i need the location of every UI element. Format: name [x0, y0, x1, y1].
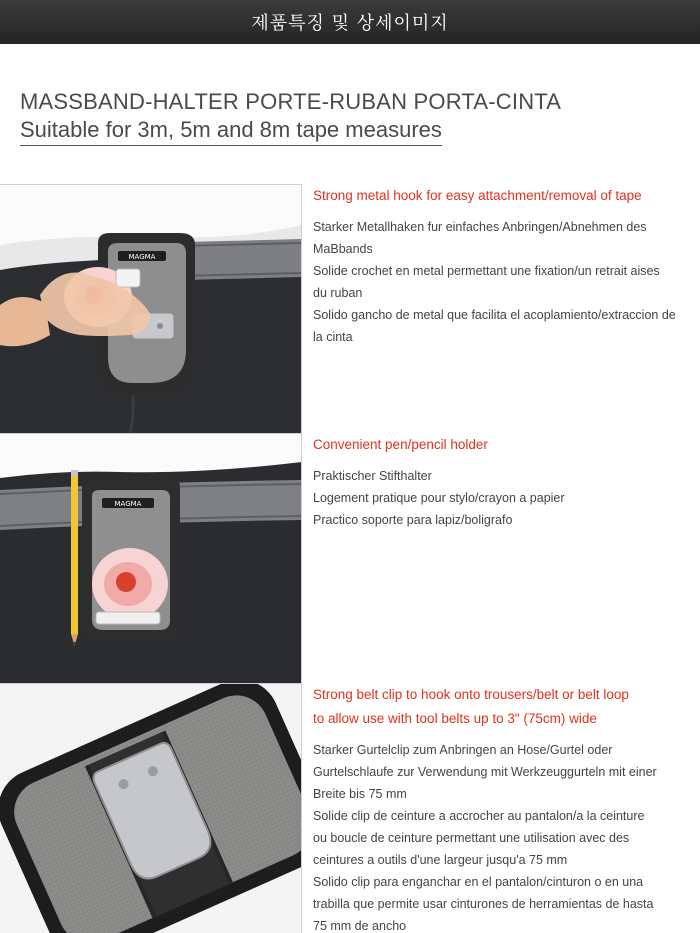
description-line: Solide crochet en metal permettant une fixation/un retrait aises: [313, 264, 660, 278]
description-line: trabilla que permite usar cinturones de herramientas de hasta: [313, 897, 654, 911]
photo-metal-hook-illustration: [0, 185, 302, 435]
photo-belt-clip-illustration: [0, 684, 302, 933]
feature-description: [313, 739, 683, 933]
feature-title-line: Convenient pen/pencil holder: [313, 437, 488, 452]
description-line: Breite bis 75 mm: [313, 787, 407, 801]
description-line: Praktischer Stifthalter: [313, 469, 432, 483]
feature-description: [313, 465, 683, 531]
header-title: 제품특징 및 상세이미지: [251, 13, 449, 34]
magma-logo: MAGMA: [114, 500, 142, 508]
description-line: la cinta: [313, 330, 353, 344]
photo-belt-clip: [0, 683, 302, 933]
feature-title-line: Strong metal hook for easy attachment/removal of tape: [313, 188, 642, 203]
description-line: Starker Metallhaken fur einfaches Anbringen/Abnehmen des: [313, 220, 647, 234]
description-line: Solido gancho de metal que facilita el acoplamiento/extraccion de: [313, 308, 676, 322]
feature-section-belt-clip: [0, 683, 700, 933]
feature-text-belt-clip: [313, 683, 683, 933]
description-line: Solide clip de ceinture a accrocher au pantalon/a la ceinture: [313, 809, 645, 823]
description-line: ou boucle de ceinture permettant une utilisation avec des: [313, 831, 630, 845]
feature-section-hook: [0, 184, 700, 435]
photo-pen-holder-illustration: [0, 434, 302, 684]
feature-title-line: Strong belt clip to hook onto trousers/belt or belt loop: [313, 687, 629, 702]
header-bar: [0, 0, 700, 44]
feature-text-hook: [313, 184, 683, 348]
description-line: Solido clip para enganchar en el pantalon/cinturon o en una: [313, 875, 644, 889]
description-line: du ruban: [313, 286, 363, 300]
description-line: Practico soporte para lapiz/boligrafo: [313, 513, 513, 527]
feature-description: [313, 216, 683, 348]
description-line: MaBbands: [313, 242, 373, 256]
feature-title: [313, 184, 683, 208]
intro-block: [20, 88, 680, 146]
feature-text-pen-holder: [313, 433, 683, 531]
description-line: Starker Gurtelclip zum Anbringen an Hose/Gurtel oder: [313, 743, 613, 757]
feature-title: [313, 433, 683, 457]
description-line: Logement pratique pour stylo/crayon a papier: [313, 491, 565, 505]
feature-section-pen-holder: [0, 433, 700, 684]
photo-pen-holder: [0, 433, 302, 684]
magma-logo: MAGMA: [128, 253, 156, 261]
feature-title-line: to allow use with tool belts up to 3" (75cm) wide: [313, 711, 597, 726]
feature-title: [313, 683, 683, 731]
description-line: ceintures a outils d'une largeur jusqu'a 75 mm: [313, 853, 568, 867]
product-title: MASSBAND-HALTER PORTE-RUBAN PORTA-CINTA: [20, 89, 562, 114]
photo-metal-hook: [0, 184, 302, 435]
description-line: Gurtelschlaufe zur Verwendung mit Werkzeuggurteln mit einer: [313, 765, 657, 779]
product-subtitle: Suitable for 3m, 5m and 8m tape measures: [20, 116, 442, 146]
description-line: 75 mm de ancho: [313, 919, 407, 933]
